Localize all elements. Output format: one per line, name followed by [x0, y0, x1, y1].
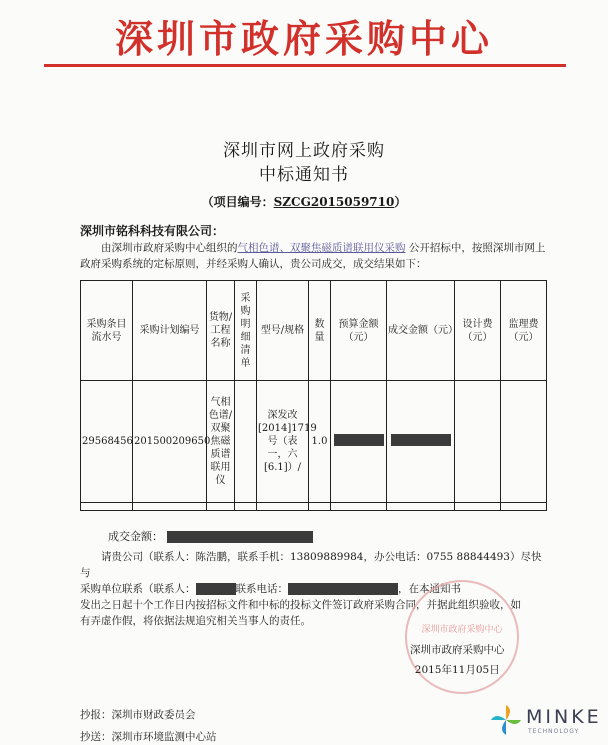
header-detail: 采购明细清单 [235, 281, 257, 381]
cell-goods: 气相色谱/双聚焦磁质谱联用仪 [207, 381, 235, 503]
notice-line4: 有弄虚作假，将依据法规追究相关当事人的责任。 [80, 615, 311, 627]
header-supervision: 监理费（元） [501, 281, 547, 381]
cell-deal [387, 381, 455, 503]
deal-amount [108, 528, 313, 544]
award-table [80, 280, 547, 511]
header-qty: 数量 [309, 281, 331, 381]
cell-detail [235, 381, 257, 503]
cell-serial: 29568456 [81, 381, 133, 503]
header-design: 设计费（元） [455, 281, 501, 381]
sign-date: 2015年11月05日 [414, 664, 500, 676]
table-header-row [81, 281, 547, 381]
cell-plan: 201500209650 [133, 381, 207, 503]
seal-text: 深圳市政府采购中心 [421, 625, 503, 635]
cell-supervision [501, 381, 547, 503]
cell-qty: 1.0 [309, 381, 331, 503]
signature-block [410, 640, 505, 680]
header-plan: 采购计划编号 [133, 281, 207, 381]
project-code: SZCG2015059710 [273, 195, 395, 209]
table-row [81, 503, 547, 511]
pinwheel-icon [488, 702, 524, 738]
header-model: 型号/规格 [257, 281, 309, 381]
deal-amount-label: 成交金额： [108, 530, 163, 543]
logo-word: MINKE [526, 706, 602, 728]
table-row [81, 381, 547, 503]
cell-budget [331, 381, 387, 503]
deal-amount-redaction [167, 531, 313, 543]
header-goods: 货物/工程名称 [207, 281, 235, 381]
project-number-label: （项目编号： [201, 195, 274, 209]
cell-design [455, 381, 501, 503]
sign-org: 深圳市政府采购中心 [410, 644, 505, 656]
letterhead-rule [44, 64, 566, 67]
intro-paragraph [80, 240, 550, 272]
notice-line3: 发出之日起十个工作日内按招标文件和中标的投标文件签订政府采购合同，并据此组织验收，如 [80, 599, 521, 611]
contact-redaction [196, 583, 236, 595]
cc-copy: 抄送：深圳市环境监测中心站 [80, 731, 217, 743]
notice-line1: 请贵公司（联系人：陈浩鹏，联系手机：13809889984，办公电话：0755 88844493）尽快与 [80, 551, 542, 579]
budget-redaction [334, 434, 384, 446]
header-deal: 成交金额（元） [387, 281, 455, 381]
phone-redaction [288, 583, 398, 595]
intro-after: 公开招标中，按照深圳市网上政府采购系统的定标原则，并经采购人确认，贵公司成交，成交结果如下： [80, 242, 546, 270]
recipient-company: 深圳市铭科科技有限公司： [80, 224, 225, 238]
document-title-line1: 深圳市网上政府采购 [223, 141, 385, 161]
project-number-close: ） [394, 195, 407, 209]
logo-subtitle: TECHNOLOGY [528, 728, 580, 735]
header-serial: 采购条目流水号 [81, 281, 133, 381]
cc-report: 抄报：深圳市财政委员会 [80, 709, 196, 721]
intro-before: 由深圳市政府采购中心组织的 [101, 242, 238, 254]
header-budget: 预算金额（元） [331, 281, 387, 381]
minke-logo [488, 702, 602, 740]
deal-redaction [391, 434, 451, 446]
document-title-line2: 中标通知书 [259, 165, 349, 185]
letterhead-title: 深圳市政府采购中心 [114, 17, 493, 61]
cell-model: 深发改[2014]1719号（表一，六[6.1]）/ [257, 381, 309, 503]
intro-project-name: 气相色谱、双聚焦磁质谱联用仪采购 [237, 242, 406, 254]
notice-line2: 采购单位联系（联系人： 联系电话： ，在本通知书 [80, 583, 461, 595]
project-number [0, 193, 608, 210]
